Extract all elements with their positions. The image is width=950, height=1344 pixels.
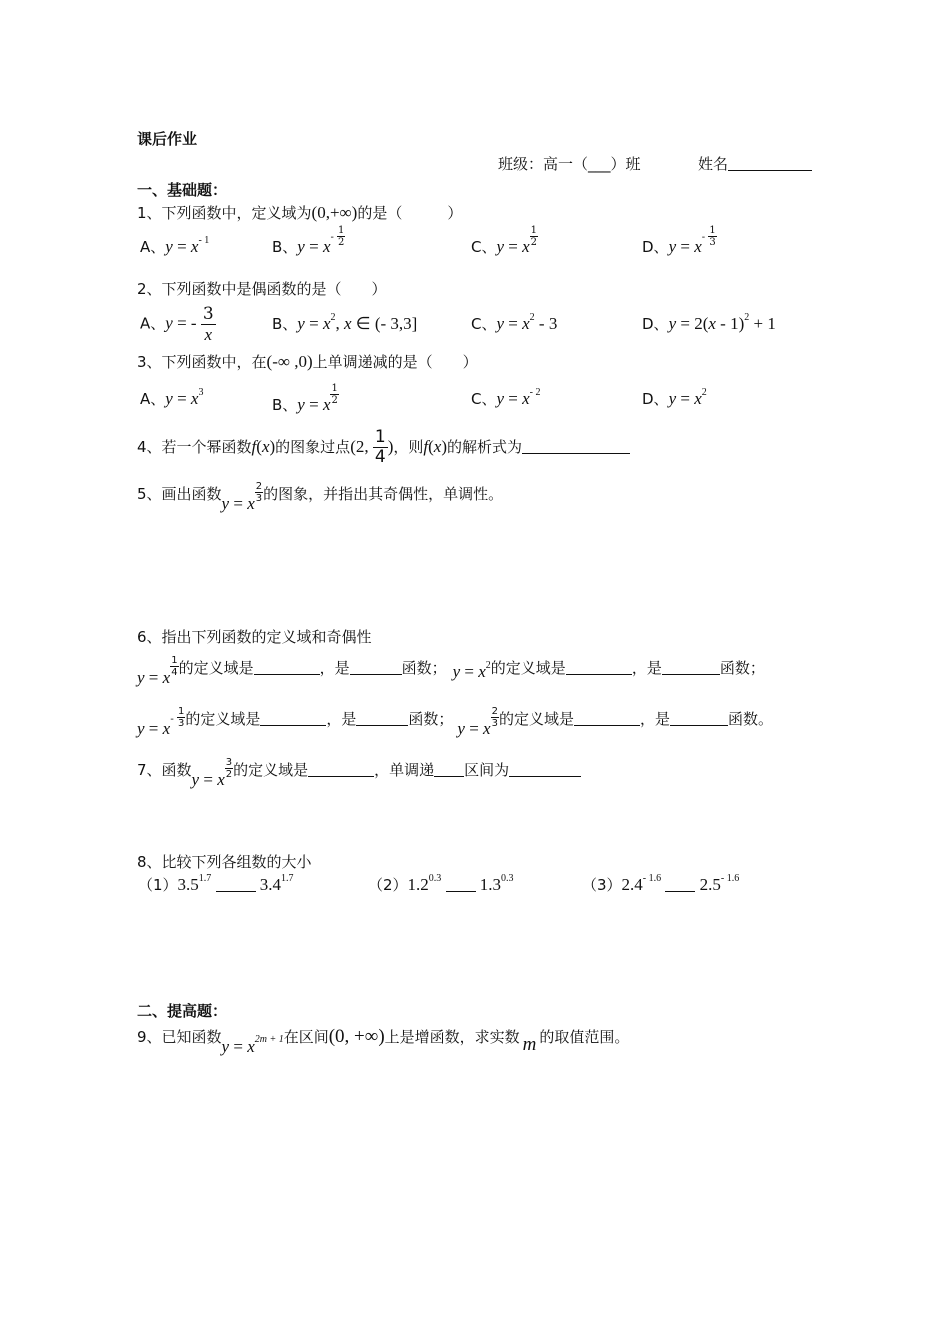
q8-blank-2[interactable]: [446, 877, 476, 892]
q7-blank-interval[interactable]: [509, 762, 581, 777]
q7-blank-domain[interactable]: [308, 762, 374, 777]
q6-blank-2[interactable]: [350, 660, 402, 675]
q1-domain: (0,+∞): [311, 203, 358, 222]
q8-blank-1[interactable]: [216, 877, 256, 892]
q2-option-a[interactable]: A、y = - $\frac{3}{x}$: [140, 304, 214, 344]
question-4: 4、若一个幂函数f(x)的图象过点(2, $\frac{1}{4}$ )，则f(x)的解析式为: [137, 428, 630, 467]
q8-blank-3[interactable]: [665, 877, 695, 892]
q3-option-d[interactable]: D、$y = x^2$: [642, 387, 707, 408]
q1-option-a[interactable]: A、$y = x^{- 1}$: [140, 235, 210, 256]
class-label: 班级：高一（___）班: [498, 155, 641, 173]
q8-part-1: $(1)3.5^{1.7}$ $3.4^{1.7}$: [138, 873, 294, 894]
q6-blank-8[interactable]: [670, 711, 728, 726]
q1-option-b[interactable]: B、y = x- $\frac{1}{2}$: [272, 224, 345, 256]
name-blank[interactable]: [728, 156, 812, 171]
name-field[interactable]: [698, 153, 812, 174]
question-5: 5、画出函数y = x $\frac{2}{3}$ 的图象，并指出其奇偶性，单调性。: [137, 481, 504, 513]
q6-blank-4[interactable]: [662, 660, 720, 675]
q2-option-c[interactable]: C、$y = x^2 - 3$: [471, 312, 558, 333]
question-6: 6、指出下列函数的定义域和奇偶性: [137, 628, 372, 646]
q6-blank-7[interactable]: [574, 711, 640, 726]
q1-option-c[interactable]: C、y = x $\frac{1}{2}$: [471, 224, 538, 256]
q6-blank-3[interactable]: [566, 660, 632, 675]
question-1: 1、下列函数中，定义域为(0,+∞)的是（ ）: [137, 203, 463, 222]
section-advanced-title: 二、提高题：: [137, 1002, 228, 1020]
q6-blank-6[interactable]: [356, 711, 408, 726]
question-3: 3、下列函数中，在(-∞ ,0)上单调递减的是（ ）: [137, 352, 478, 371]
name-label: 姓名: [698, 155, 729, 173]
q3-option-c[interactable]: C、$y = x^{- 2}$: [471, 387, 541, 408]
question-9: 9、已知函数y = x2m + 1在区间(0, +∞)上是增函数，求实数 m 的取值范围。: [137, 1026, 630, 1056]
q2-option-d[interactable]: D、y = 2(x - 1)$^2$ + 1: [642, 312, 776, 333]
q6-blank-1[interactable]: [254, 660, 320, 675]
question-8: 8、比较下列各组数的大小: [137, 853, 312, 871]
question-7: 7、函数y = x $\frac{3}{2}$ 的定义域是 ，单调递 区间为: [137, 759, 581, 782]
q6-line-2: y = x- $\frac{1}{3}$ 的定义域是 ，是 函数； y = x $\frac{2}{3}$ 的定义域是 ，是 函数。: [137, 706, 774, 738]
q3-option-a[interactable]: A、$y = x^3$: [140, 387, 204, 408]
q1-option-d[interactable]: D、y = x- $\frac{1}{3}$: [642, 224, 716, 256]
q7-blank-direction[interactable]: [434, 762, 464, 777]
q3-interval: (-∞ ,0): [266, 352, 313, 371]
page-title: 课后作业: [137, 130, 198, 148]
q3-option-b[interactable]: B、y = x $\frac{1}{2}$: [272, 382, 338, 414]
q2-option-b[interactable]: B、$y = x^2$, x ∈ (- 3,3]: [272, 312, 418, 333]
q4-answer-blank[interactable]: [522, 439, 630, 454]
q6-blank-5[interactable]: [260, 711, 326, 726]
question-2: 2、下列函数中是偶函数的是（ ）: [137, 280, 387, 298]
q8-part-2: $(2)1.2^{0.3}$ $1.3^{0.3}$: [368, 873, 514, 894]
q6-line-1: y = x $\frac{1}{4}$ 的定义域是 ，是 函数； $y = x^2$的定义域是 ，是 函数；: [137, 655, 765, 687]
section-basic-title: 一、基础题：: [137, 181, 228, 199]
q8-part-3: $(3)2.4^{- 1.6}$ $2.5^{- 1.6}$: [582, 873, 740, 894]
